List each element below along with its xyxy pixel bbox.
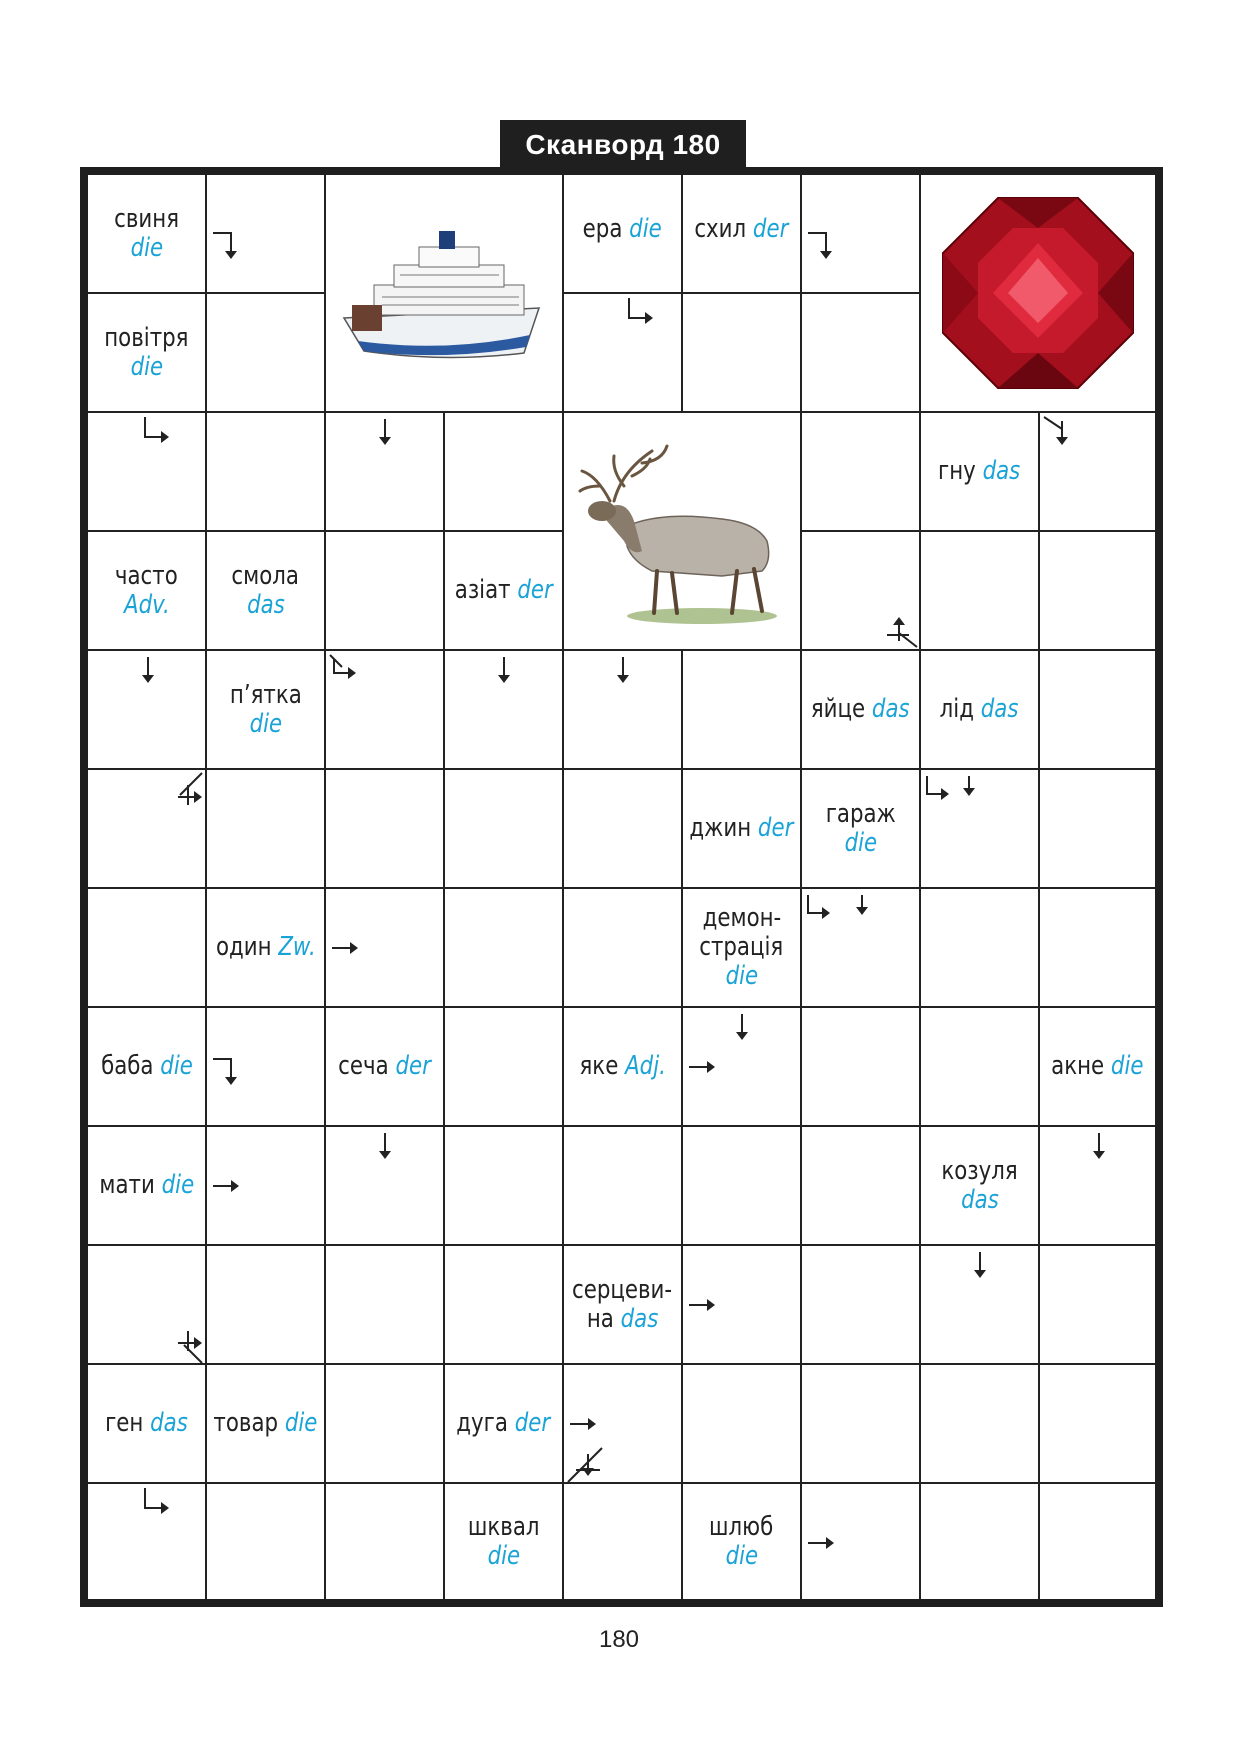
answer-cell[interactable] <box>207 770 326 889</box>
clue-cell-kozulia: козуля das <box>921 1127 1040 1246</box>
answer-cell[interactable] <box>326 1484 445 1599</box>
reindeer-picture-cell <box>564 413 802 651</box>
clue-cell-duga: дуга der <box>445 1365 564 1484</box>
answer-cell[interactable] <box>1040 1484 1155 1599</box>
answer-cell[interactable] <box>326 770 445 889</box>
clue-cell-skhyl: схил der <box>683 175 802 294</box>
gem-picture-cell <box>921 175 1155 413</box>
clue-cell-svynia: свиня die <box>88 175 207 294</box>
answer-cell[interactable] <box>802 294 921 413</box>
down-arrow-icon <box>960 1248 1000 1288</box>
down-arrow-icon <box>603 653 643 693</box>
answer-cell[interactable] <box>207 294 326 413</box>
answer-cell[interactable] <box>207 1246 326 1365</box>
clue-cell-lid: лід das <box>921 651 1040 770</box>
down-arrow-icon <box>842 891 882 931</box>
ruby-icon <box>933 188 1143 398</box>
answer-cell[interactable] <box>445 1008 564 1127</box>
answer-cell[interactable] <box>445 1246 564 1365</box>
answer-cell[interactable] <box>921 1484 1040 1599</box>
answer-cell[interactable] <box>207 1484 326 1599</box>
answer-cell[interactable] <box>88 889 207 1008</box>
answer-cell[interactable] <box>445 413 564 532</box>
right-arrow-icon <box>804 1523 844 1563</box>
down-arrow-icon <box>128 653 168 693</box>
answer-cell[interactable] <box>921 532 1040 651</box>
answer-cell[interactable] <box>1040 770 1155 889</box>
answer-cell[interactable] <box>683 1365 802 1484</box>
right-arrow-icon <box>209 1166 249 1206</box>
answer-cell[interactable] <box>921 1365 1040 1484</box>
clue-cell-tovar: товар die <box>207 1365 326 1484</box>
answer-cell[interactable] <box>564 770 683 889</box>
down-arrow-icon <box>1079 1129 1119 1169</box>
bend-down-arrow-icon <box>804 227 844 267</box>
answer-cell[interactable] <box>683 1127 802 1246</box>
answer-cell[interactable] <box>802 1365 921 1484</box>
clue-cell-sertsevyna: серцеви- на das <box>564 1246 683 1365</box>
corner-right-arrow-icon <box>166 1325 206 1365</box>
answer-cell[interactable] <box>683 294 802 413</box>
right-arrow-icon <box>328 928 368 968</box>
answer-cell[interactable] <box>445 889 564 1008</box>
answer-cell[interactable] <box>1040 889 1155 1008</box>
clue-cell-povitria: повітря die <box>88 294 207 413</box>
answer-cell[interactable] <box>1040 651 1155 770</box>
answer-cell[interactable] <box>921 889 1040 1008</box>
clue-cell-dzhyn: джин der <box>683 770 802 889</box>
corner-down-arrow-icon <box>566 1444 606 1484</box>
corner-right-arrow-icon <box>166 771 206 811</box>
clue-cell-smola: смола das <box>207 532 326 651</box>
clue-cell-yaitse: яйце das <box>802 651 921 770</box>
answer-cell[interactable] <box>683 651 802 770</box>
bend-right-arrow-icon <box>623 296 663 336</box>
answer-cell[interactable] <box>564 889 683 1008</box>
clue-cell-shliub: шлюб die <box>683 1484 802 1599</box>
answer-cell[interactable] <box>326 532 445 651</box>
answer-cell[interactable] <box>802 1127 921 1246</box>
clue-cell-secha: сеча der <box>326 1008 445 1127</box>
reindeer-icon <box>572 431 792 631</box>
down-arrow-icon <box>484 653 524 693</box>
answer-cell[interactable] <box>564 1484 683 1599</box>
ferry-picture-cell <box>326 175 564 413</box>
clue-cell-yake: яке Adj. <box>564 1008 683 1127</box>
clue-cell-era: ера die <box>564 175 683 294</box>
answer-cell[interactable] <box>326 1246 445 1365</box>
clue-cell-gen: ген das <box>88 1365 207 1484</box>
right-arrow-icon <box>566 1404 606 1444</box>
clue-cell-odyn: один Zw. <box>207 889 326 1008</box>
down-arrow-icon <box>949 772 989 812</box>
answer-cell[interactable] <box>1040 532 1155 651</box>
answer-cell[interactable] <box>207 413 326 532</box>
answer-cell[interactable] <box>445 770 564 889</box>
clue-cell-aziat: азіат der <box>445 532 564 651</box>
clue-cell-shkval: шквал die <box>445 1484 564 1599</box>
answer-cell[interactable] <box>1040 1365 1155 1484</box>
right-arrow-icon <box>685 1285 725 1325</box>
answer-cell[interactable] <box>326 1365 445 1484</box>
bend-right-arrow-icon <box>139 1486 179 1526</box>
answer-cell[interactable] <box>564 1127 683 1246</box>
clue-cell-gnu: гну das <box>921 413 1040 532</box>
answer-cell[interactable] <box>445 1127 564 1246</box>
crossword-grid <box>80 167 1163 1607</box>
clue-cell-demonstratsiia: демон- страція die <box>683 889 802 1008</box>
clue-cell-baba: баба die <box>88 1008 207 1127</box>
bend-right-arrow-icon <box>328 653 368 693</box>
answer-cell[interactable] <box>802 1008 921 1127</box>
down-arrow-icon <box>722 1010 762 1050</box>
right-arrow-icon <box>685 1047 725 1087</box>
bend-right-arrow-icon <box>139 415 179 455</box>
clue-cell-akne: акне die <box>1040 1008 1155 1127</box>
answer-cell[interactable] <box>802 413 921 532</box>
bend-right-arrow-icon <box>804 891 844 931</box>
ferry-icon <box>334 213 554 373</box>
answer-cell[interactable] <box>921 1008 1040 1127</box>
down-arrow-icon <box>365 1129 405 1169</box>
corner-up-arrow-icon <box>879 609 919 649</box>
answer-cell[interactable] <box>1040 1246 1155 1365</box>
down-arrow-icon <box>365 415 405 455</box>
corner-down-arrow-icon <box>1042 415 1082 455</box>
page-number: 180 <box>598 1626 640 1653</box>
clue-cell-piatka: п’ятка die <box>207 651 326 770</box>
clue-cell-chasto: часто Adv. <box>88 532 207 651</box>
clue-cell-maty: мати die <box>88 1127 207 1246</box>
scanword-title: Сканворд 180 <box>500 120 746 170</box>
clue-cell-garazh: гараж die <box>802 770 921 889</box>
answer-cell[interactable] <box>802 1246 921 1365</box>
bend-down-arrow-icon <box>209 227 249 267</box>
bend-down-arrow-icon <box>209 1055 249 1095</box>
